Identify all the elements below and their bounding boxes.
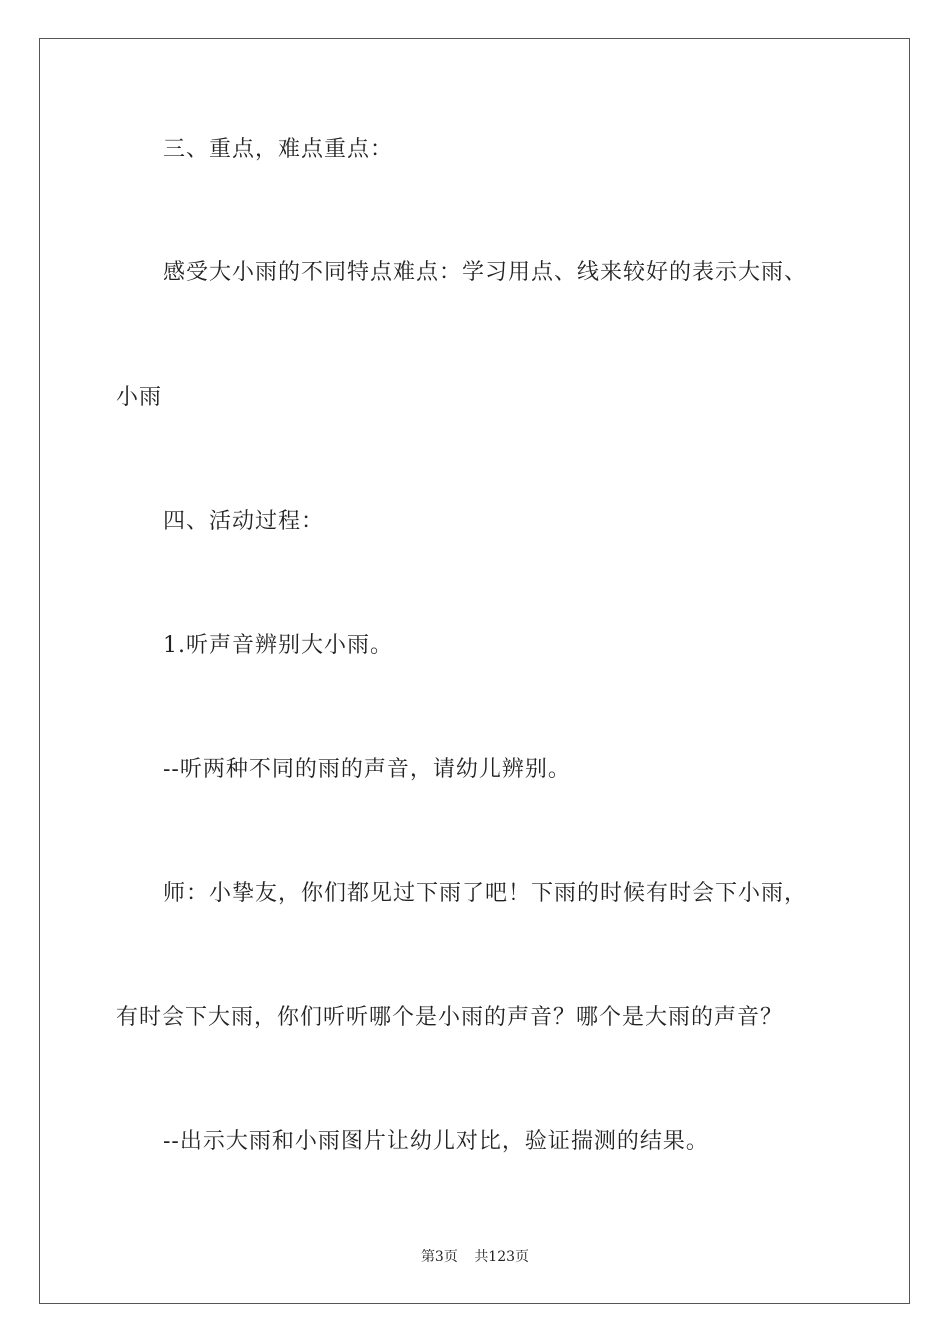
step-1-instruction: --听两种不同的雨的声音，请幼儿辨别。 bbox=[163, 757, 571, 782]
step-1-title: 1.听声音辨别大小雨。 bbox=[163, 633, 393, 658]
page-border bbox=[39, 38, 910, 1304]
teacher-dialogue-cont: 有时会下大雨，你们听听哪个是小雨的声音？哪个是大雨的声音？ bbox=[116, 1005, 784, 1030]
page-total: 共123页 bbox=[474, 1249, 530, 1265]
page-footer bbox=[0, 1248, 950, 1266]
heading-activity-process: 四、活动过程： bbox=[163, 509, 325, 534]
paragraph-key-difficulty-cont: 小雨 bbox=[116, 385, 163, 410]
paragraph-key-difficulty: 感受大小雨的不同特点难点：学习用点、线来较好的表示大雨、 bbox=[163, 260, 808, 285]
heading-key-points: 三、重点，难点重点： bbox=[163, 137, 394, 162]
page-number: 第3页 bbox=[420, 1249, 458, 1265]
step-1-comparison: --出示大雨和小雨图片让幼儿对比，验证揣测的结果。 bbox=[163, 1129, 709, 1154]
teacher-dialogue: 师：小挚友，你们都见过下雨了吧！下雨的时候有时会下小雨， bbox=[163, 881, 808, 906]
